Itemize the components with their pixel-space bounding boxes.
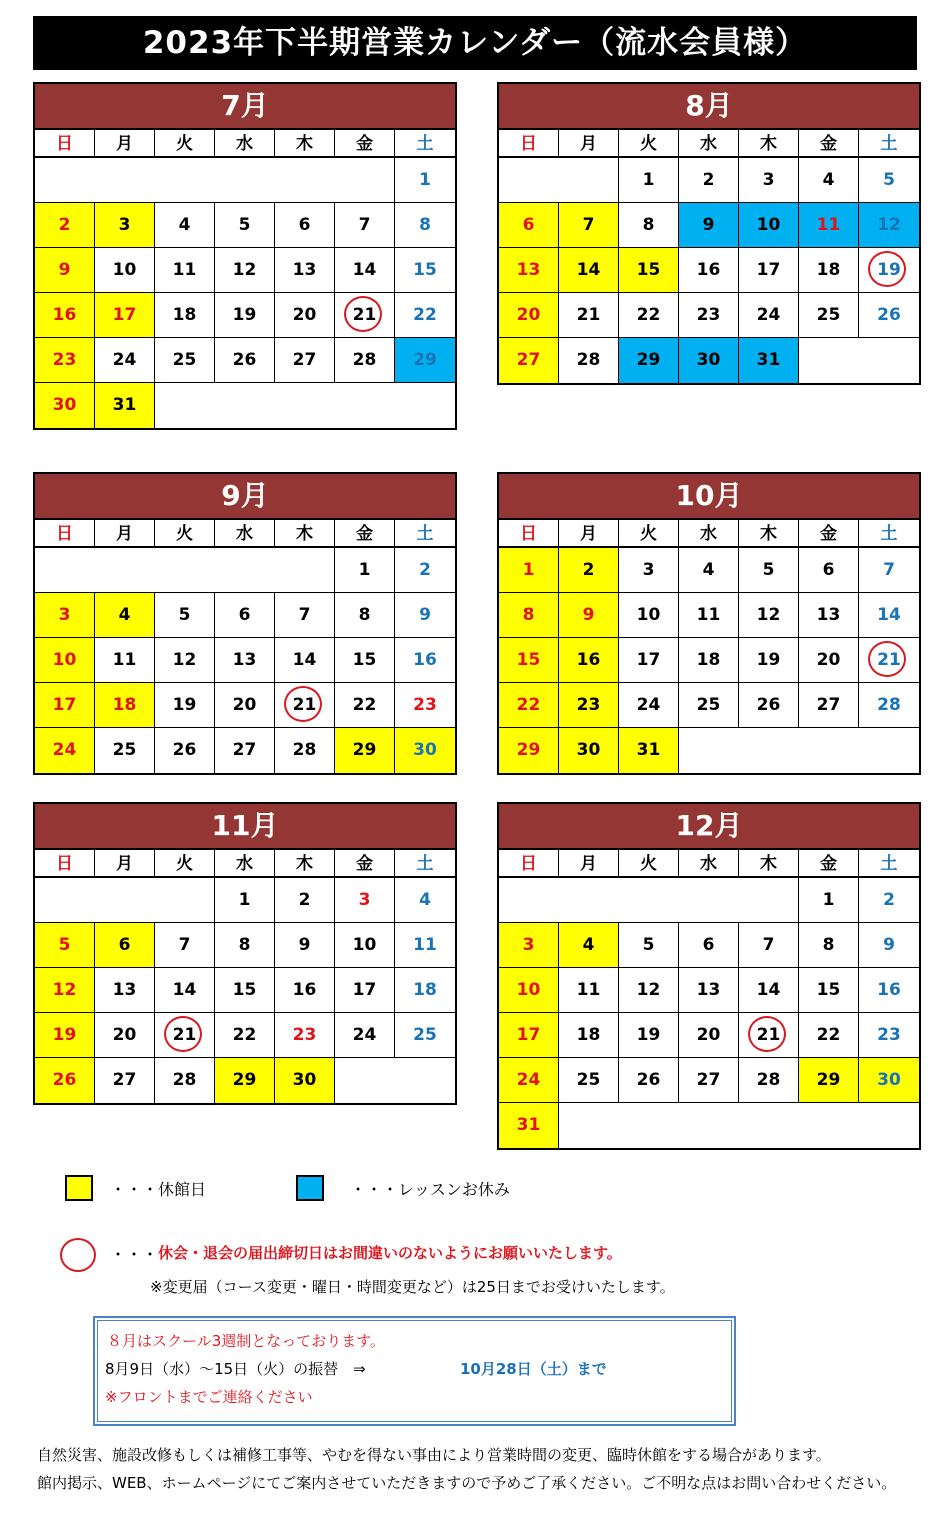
calendar-day: 16 bbox=[679, 248, 739, 293]
month-calendar-september bbox=[33, 472, 457, 775]
weekday-header: 火 bbox=[155, 850, 215, 878]
legend-yellow-swatch bbox=[65, 1175, 93, 1201]
calendar-day: 7 bbox=[739, 923, 799, 968]
calendar-day: 25 bbox=[559, 1058, 619, 1103]
calendar-day: 29 bbox=[395, 338, 455, 383]
weekday-header: 木 bbox=[275, 130, 335, 158]
calendar-day: 1 bbox=[395, 158, 455, 203]
calendar-day: 7 bbox=[859, 548, 919, 593]
calendar-day: 26 bbox=[739, 683, 799, 728]
calendar-day: 10 bbox=[499, 968, 559, 1013]
calendar-day: 19 bbox=[619, 1013, 679, 1058]
weekday-header: 火 bbox=[155, 130, 215, 158]
calendar-day: 16 bbox=[859, 968, 919, 1013]
weekday-header: 火 bbox=[619, 520, 679, 548]
calendar-day: 20 bbox=[799, 638, 859, 683]
calendar-day: 21 bbox=[859, 638, 919, 683]
calendar-day: 18 bbox=[395, 968, 455, 1013]
calendar-day: 7 bbox=[275, 593, 335, 638]
calendar-day: 1 bbox=[335, 548, 395, 593]
month-header: 10月 bbox=[499, 474, 919, 520]
calendar-empty-cell bbox=[859, 1103, 919, 1148]
calendar-day: 21 bbox=[739, 1013, 799, 1058]
calendar-day: 6 bbox=[679, 923, 739, 968]
calendar-empty-cell bbox=[679, 1103, 739, 1148]
calendar-day: 7 bbox=[155, 923, 215, 968]
calendar-day: 9 bbox=[35, 248, 95, 293]
legend-dots: ・・・ bbox=[110, 1245, 159, 1264]
calendar-day: 23 bbox=[679, 293, 739, 338]
calendar-day: 5 bbox=[155, 593, 215, 638]
month-calendar-november bbox=[33, 802, 457, 1105]
calendar-day: 4 bbox=[679, 548, 739, 593]
weekday-header: 月 bbox=[559, 850, 619, 878]
calendar-day: 11 bbox=[679, 593, 739, 638]
weekday-header: 月 bbox=[559, 520, 619, 548]
legend-circle-icon bbox=[60, 1238, 96, 1272]
calendar-day: 2 bbox=[859, 878, 919, 923]
weekday-header: 土 bbox=[859, 130, 919, 158]
calendar-day: 25 bbox=[679, 683, 739, 728]
calendar-day: 10 bbox=[619, 593, 679, 638]
weekday-header: 日 bbox=[35, 130, 95, 158]
weekday-header: 水 bbox=[215, 130, 275, 158]
calendar-day: 15 bbox=[799, 968, 859, 1013]
weekday-header: 水 bbox=[215, 520, 275, 548]
month-header: 7月 bbox=[35, 84, 455, 130]
calendar-empty-cell bbox=[395, 1058, 455, 1103]
calendar-day: 20 bbox=[215, 683, 275, 728]
calendar-empty-cell bbox=[215, 383, 275, 428]
calendar-day: 1 bbox=[499, 548, 559, 593]
legend-dots: ・・・ bbox=[110, 1180, 159, 1199]
month-header: 12月 bbox=[499, 804, 919, 850]
calendar-empty-cell bbox=[559, 1103, 619, 1148]
month-calendar-august bbox=[497, 82, 921, 385]
calendar-day: 12 bbox=[215, 248, 275, 293]
info-line-3: ※フロントまでご連絡ください bbox=[105, 1388, 313, 1406]
calendar-day: 13 bbox=[275, 248, 335, 293]
calendar-day: 29 bbox=[499, 728, 559, 773]
calendar-day: 9 bbox=[275, 923, 335, 968]
month-header: 11月 bbox=[35, 804, 455, 850]
calendar-day: 21 bbox=[335, 293, 395, 338]
footer-line-1: 自然災害、施設改修もしくは補修工事等、やむを得ない事由により営業時間の変更、臨時休館をする場合があります。 bbox=[37, 1446, 831, 1464]
weekday-header: 月 bbox=[95, 520, 155, 548]
calendar-empty-cell bbox=[679, 728, 739, 773]
calendar-empty-cell bbox=[335, 383, 395, 428]
weekday-header: 土 bbox=[859, 850, 919, 878]
month-calendar-december bbox=[497, 802, 921, 1150]
calendar-day: 22 bbox=[215, 1013, 275, 1058]
calendar-day: 18 bbox=[679, 638, 739, 683]
calendar-day: 8 bbox=[395, 203, 455, 248]
page-title: 2023年下半期営業カレンダー（流水会員様） bbox=[33, 16, 917, 70]
calendar-day: 3 bbox=[499, 923, 559, 968]
calendar-day: 16 bbox=[35, 293, 95, 338]
calendar-empty-cell bbox=[35, 878, 95, 923]
calendar-day: 4 bbox=[95, 593, 155, 638]
calendar-day: 30 bbox=[275, 1058, 335, 1103]
calendar-day: 26 bbox=[35, 1058, 95, 1103]
calendar-day: 31 bbox=[739, 338, 799, 383]
calendar-empty-cell bbox=[679, 878, 739, 923]
calendar-day: 24 bbox=[35, 728, 95, 773]
calendar-day: 11 bbox=[799, 203, 859, 248]
calendar-day: 4 bbox=[395, 878, 455, 923]
month-header: 9月 bbox=[35, 474, 455, 520]
calendar-day: 19 bbox=[35, 1013, 95, 1058]
calendar-empty-cell bbox=[799, 728, 859, 773]
calendar-day: 22 bbox=[499, 683, 559, 728]
calendar-day: 30 bbox=[35, 383, 95, 428]
calendar-day: 22 bbox=[395, 293, 455, 338]
calendar-day: 1 bbox=[799, 878, 859, 923]
calendar-day: 12 bbox=[155, 638, 215, 683]
weekday-header: 日 bbox=[499, 520, 559, 548]
calendar-day: 27 bbox=[275, 338, 335, 383]
calendar-day: 24 bbox=[499, 1058, 559, 1103]
calendar-day: 4 bbox=[155, 203, 215, 248]
calendar-day: 11 bbox=[559, 968, 619, 1013]
calendar-day: 12 bbox=[739, 593, 799, 638]
calendar-day: 21 bbox=[275, 683, 335, 728]
calendar-day: 16 bbox=[275, 968, 335, 1013]
calendar-empty-cell bbox=[155, 548, 215, 593]
calendar-day: 14 bbox=[859, 593, 919, 638]
calendar-empty-cell bbox=[739, 878, 799, 923]
calendar-empty-cell bbox=[395, 383, 455, 428]
calendar-empty-cell bbox=[499, 878, 559, 923]
calendar-day: 24 bbox=[335, 1013, 395, 1058]
calendar-day: 6 bbox=[799, 548, 859, 593]
legend-closed-label: 休館日 bbox=[158, 1180, 207, 1199]
calendar-empty-cell bbox=[799, 338, 859, 383]
info-box bbox=[93, 1316, 736, 1426]
calendar-day: 5 bbox=[215, 203, 275, 248]
calendar-day: 15 bbox=[215, 968, 275, 1013]
calendar-day: 18 bbox=[559, 1013, 619, 1058]
footer-line-2: 館内掲示、WEB、ホームページにてご案内させていただきますので予めご了承ください。ご不明な点はお問い合わせください。 bbox=[37, 1474, 897, 1492]
calendar-day: 17 bbox=[95, 293, 155, 338]
weekday-header: 日 bbox=[35, 850, 95, 878]
legend-blue-swatch bbox=[296, 1175, 324, 1201]
weekday-header: 木 bbox=[739, 520, 799, 548]
weekday-header: 日 bbox=[35, 520, 95, 548]
weekday-header: 火 bbox=[619, 850, 679, 878]
calendar-day: 17 bbox=[619, 638, 679, 683]
weekday-header: 金 bbox=[799, 850, 859, 878]
weekday-header: 土 bbox=[859, 520, 919, 548]
calendar-day: 15 bbox=[619, 248, 679, 293]
calendar-day: 28 bbox=[275, 728, 335, 773]
weekday-header: 月 bbox=[559, 130, 619, 158]
calendar-empty-cell bbox=[559, 158, 619, 203]
calendar-empty-cell bbox=[35, 158, 95, 203]
weekday-header: 木 bbox=[275, 520, 335, 548]
calendar-day: 30 bbox=[679, 338, 739, 383]
calendar-empty-cell bbox=[215, 548, 275, 593]
calendar-day: 10 bbox=[95, 248, 155, 293]
calendar-day: 7 bbox=[335, 203, 395, 248]
calendar-day: 19 bbox=[215, 293, 275, 338]
calendar-day: 30 bbox=[395, 728, 455, 773]
weekday-header: 水 bbox=[679, 850, 739, 878]
calendar-day: 17 bbox=[739, 248, 799, 293]
calendar-day: 6 bbox=[215, 593, 275, 638]
calendar-day: 27 bbox=[95, 1058, 155, 1103]
calendar-day: 31 bbox=[499, 1103, 559, 1148]
calendar-empty-cell bbox=[275, 158, 335, 203]
weekday-header: 金 bbox=[335, 130, 395, 158]
weekday-header: 土 bbox=[395, 520, 455, 548]
calendar-day: 23 bbox=[395, 683, 455, 728]
calendar-empty-cell bbox=[275, 383, 335, 428]
calendar-day: 25 bbox=[155, 338, 215, 383]
calendar-day: 19 bbox=[859, 248, 919, 293]
calendar-day: 21 bbox=[155, 1013, 215, 1058]
calendar-day: 30 bbox=[559, 728, 619, 773]
calendar-day: 2 bbox=[679, 158, 739, 203]
info-line-1: ８月はスクール3週制となっております。 bbox=[107, 1332, 386, 1350]
calendar-day: 24 bbox=[739, 293, 799, 338]
calendar-day: 23 bbox=[35, 338, 95, 383]
calendar-day: 24 bbox=[619, 683, 679, 728]
calendar-day: 8 bbox=[499, 593, 559, 638]
calendar-day: 23 bbox=[275, 1013, 335, 1058]
calendar-day: 18 bbox=[155, 293, 215, 338]
month-calendar-october bbox=[497, 472, 921, 775]
weekday-header: 金 bbox=[335, 850, 395, 878]
calendar-empty-cell bbox=[95, 878, 155, 923]
calendar-day: 15 bbox=[395, 248, 455, 293]
calendar-day: 3 bbox=[35, 593, 95, 638]
calendar-day: 2 bbox=[35, 203, 95, 248]
calendar-empty-cell bbox=[155, 878, 215, 923]
calendar-day: 5 bbox=[859, 158, 919, 203]
weekday-header: 木 bbox=[739, 850, 799, 878]
weekday-header: 日 bbox=[499, 850, 559, 878]
calendar-day: 17 bbox=[335, 968, 395, 1013]
calendar-empty-cell bbox=[799, 1103, 859, 1148]
calendar-empty-cell bbox=[155, 158, 215, 203]
calendar-day: 12 bbox=[619, 968, 679, 1013]
calendar-day: 25 bbox=[95, 728, 155, 773]
weekday-header: 水 bbox=[679, 130, 739, 158]
weekday-header: 水 bbox=[679, 520, 739, 548]
calendar-day: 6 bbox=[499, 203, 559, 248]
calendar-day: 29 bbox=[335, 728, 395, 773]
calendar-day: 20 bbox=[679, 1013, 739, 1058]
info-line-2: 8月9日（水）～15日（火）の振替 ⇒ bbox=[105, 1360, 366, 1378]
calendar-day: 14 bbox=[335, 248, 395, 293]
calendar-day: 17 bbox=[35, 683, 95, 728]
calendar-day: 27 bbox=[499, 338, 559, 383]
month-calendar-july bbox=[33, 82, 457, 430]
calendar-day: 22 bbox=[335, 683, 395, 728]
calendar-day: 1 bbox=[215, 878, 275, 923]
calendar-day: 10 bbox=[35, 638, 95, 683]
calendar-day: 27 bbox=[679, 1058, 739, 1103]
calendar-day: 15 bbox=[335, 638, 395, 683]
calendar-day: 26 bbox=[155, 728, 215, 773]
calendar-day: 4 bbox=[559, 923, 619, 968]
weekday-header: 金 bbox=[799, 520, 859, 548]
calendar-day: 25 bbox=[395, 1013, 455, 1058]
calendar-day: 1 bbox=[619, 158, 679, 203]
calendar-day: 28 bbox=[559, 338, 619, 383]
calendar-day: 29 bbox=[799, 1058, 859, 1103]
calendar-empty-cell bbox=[95, 548, 155, 593]
weekday-header: 木 bbox=[275, 850, 335, 878]
info-line-2-highlight: 10月28日（土）まで bbox=[460, 1360, 607, 1378]
calendar-day: 5 bbox=[739, 548, 799, 593]
calendar-day: 18 bbox=[95, 683, 155, 728]
weekday-header: 水 bbox=[215, 850, 275, 878]
calendar-day: 19 bbox=[155, 683, 215, 728]
weekday-header: 金 bbox=[335, 520, 395, 548]
calendar-day: 28 bbox=[739, 1058, 799, 1103]
calendar-day: 27 bbox=[215, 728, 275, 773]
legend-lesson-label: レッスンお休み bbox=[398, 1180, 510, 1199]
calendar-day: 16 bbox=[395, 638, 455, 683]
calendar-day: 8 bbox=[215, 923, 275, 968]
calendar-day: 15 bbox=[499, 638, 559, 683]
calendar-day: 25 bbox=[799, 293, 859, 338]
calendar-day: 5 bbox=[619, 923, 679, 968]
month-header: 8月 bbox=[499, 84, 919, 130]
calendar-day: 14 bbox=[739, 968, 799, 1013]
calendar-day: 5 bbox=[35, 923, 95, 968]
calendar-day: 30 bbox=[859, 1058, 919, 1103]
calendar-day: 7 bbox=[559, 203, 619, 248]
calendar-day: 29 bbox=[215, 1058, 275, 1103]
calendar-day: 21 bbox=[559, 293, 619, 338]
calendar-day: 13 bbox=[799, 593, 859, 638]
calendar-day: 22 bbox=[619, 293, 679, 338]
calendar-day: 12 bbox=[859, 203, 919, 248]
calendar-day: 8 bbox=[799, 923, 859, 968]
calendar-day: 9 bbox=[395, 593, 455, 638]
calendar-day: 13 bbox=[95, 968, 155, 1013]
calendar-day: 28 bbox=[335, 338, 395, 383]
calendar-day: 9 bbox=[559, 593, 619, 638]
calendar-empty-cell bbox=[739, 728, 799, 773]
calendar-day: 8 bbox=[335, 593, 395, 638]
calendar-day: 31 bbox=[95, 383, 155, 428]
calendar-empty-cell bbox=[499, 158, 559, 203]
calendar-day: 29 bbox=[619, 338, 679, 383]
calendar-empty-cell bbox=[35, 548, 95, 593]
calendar-empty-cell bbox=[95, 158, 155, 203]
calendar-day: 31 bbox=[619, 728, 679, 773]
calendar-day: 20 bbox=[95, 1013, 155, 1058]
calendar-day: 23 bbox=[559, 683, 619, 728]
calendar-day: 16 bbox=[559, 638, 619, 683]
weekday-header: 月 bbox=[95, 130, 155, 158]
calendar-empty-cell bbox=[619, 1103, 679, 1148]
calendar-empty-cell bbox=[335, 1058, 395, 1103]
calendar-day: 14 bbox=[275, 638, 335, 683]
calendar-day: 4 bbox=[799, 158, 859, 203]
weekday-header: 日 bbox=[499, 130, 559, 158]
calendar-day: 28 bbox=[155, 1058, 215, 1103]
calendar-day: 23 bbox=[859, 1013, 919, 1058]
calendar-empty-cell bbox=[619, 878, 679, 923]
calendar-day: 3 bbox=[335, 878, 395, 923]
weekday-header: 火 bbox=[155, 520, 215, 548]
weekday-header: 土 bbox=[395, 130, 455, 158]
calendar-day: 19 bbox=[739, 638, 799, 683]
calendar-empty-cell bbox=[155, 383, 215, 428]
calendar-day: 2 bbox=[275, 878, 335, 923]
calendar-day: 26 bbox=[859, 293, 919, 338]
change-note: ※変更届（コース変更・曜日・時間変更など）は25日までお受けいたします。 bbox=[150, 1278, 675, 1296]
calendar-day: 18 bbox=[799, 248, 859, 293]
calendar-day: 14 bbox=[155, 968, 215, 1013]
calendar-day: 11 bbox=[395, 923, 455, 968]
calendar-day: 3 bbox=[619, 548, 679, 593]
calendar-day: 8 bbox=[619, 203, 679, 248]
calendar-day: 28 bbox=[859, 683, 919, 728]
calendar-day: 22 bbox=[799, 1013, 859, 1058]
calendar-day: 20 bbox=[499, 293, 559, 338]
calendar-empty-cell bbox=[275, 548, 335, 593]
calendar-day: 20 bbox=[275, 293, 335, 338]
calendar-day: 14 bbox=[559, 248, 619, 293]
calendar-day: 13 bbox=[215, 638, 275, 683]
calendar-empty-cell bbox=[739, 1103, 799, 1148]
weekday-header: 月 bbox=[95, 850, 155, 878]
calendar-empty-cell bbox=[859, 338, 919, 383]
calendar-day: 2 bbox=[395, 548, 455, 593]
calendar-day: 6 bbox=[95, 923, 155, 968]
deadline-note: 休会・退会の届出締切日はお間違いのないようにお願いいたします。 bbox=[158, 1244, 622, 1262]
weekday-header: 木 bbox=[739, 130, 799, 158]
calendar-empty-cell bbox=[335, 158, 395, 203]
calendar-day: 9 bbox=[679, 203, 739, 248]
calendar-day: 3 bbox=[739, 158, 799, 203]
calendar-day: 2 bbox=[559, 548, 619, 593]
calendar-day: 26 bbox=[215, 338, 275, 383]
calendar-day: 9 bbox=[859, 923, 919, 968]
calendar-day: 12 bbox=[35, 968, 95, 1013]
legend-dots: ・・・ bbox=[350, 1180, 399, 1199]
calendar-day: 17 bbox=[499, 1013, 559, 1058]
calendar-day: 3 bbox=[95, 203, 155, 248]
calendar-day: 6 bbox=[275, 203, 335, 248]
weekday-header: 火 bbox=[619, 130, 679, 158]
calendar-day: 24 bbox=[95, 338, 155, 383]
weekday-header: 金 bbox=[799, 130, 859, 158]
calendar-day: 10 bbox=[335, 923, 395, 968]
calendar-empty-cell bbox=[859, 728, 919, 773]
calendar-empty-cell bbox=[215, 158, 275, 203]
calendar-day: 27 bbox=[799, 683, 859, 728]
calendar-day: 13 bbox=[499, 248, 559, 293]
calendar-day: 10 bbox=[739, 203, 799, 248]
calendar-day: 11 bbox=[155, 248, 215, 293]
calendar-day: 13 bbox=[679, 968, 739, 1013]
calendar-empty-cell bbox=[559, 878, 619, 923]
calendar-day: 26 bbox=[619, 1058, 679, 1103]
weekday-header: 土 bbox=[395, 850, 455, 878]
calendar-day: 11 bbox=[95, 638, 155, 683]
